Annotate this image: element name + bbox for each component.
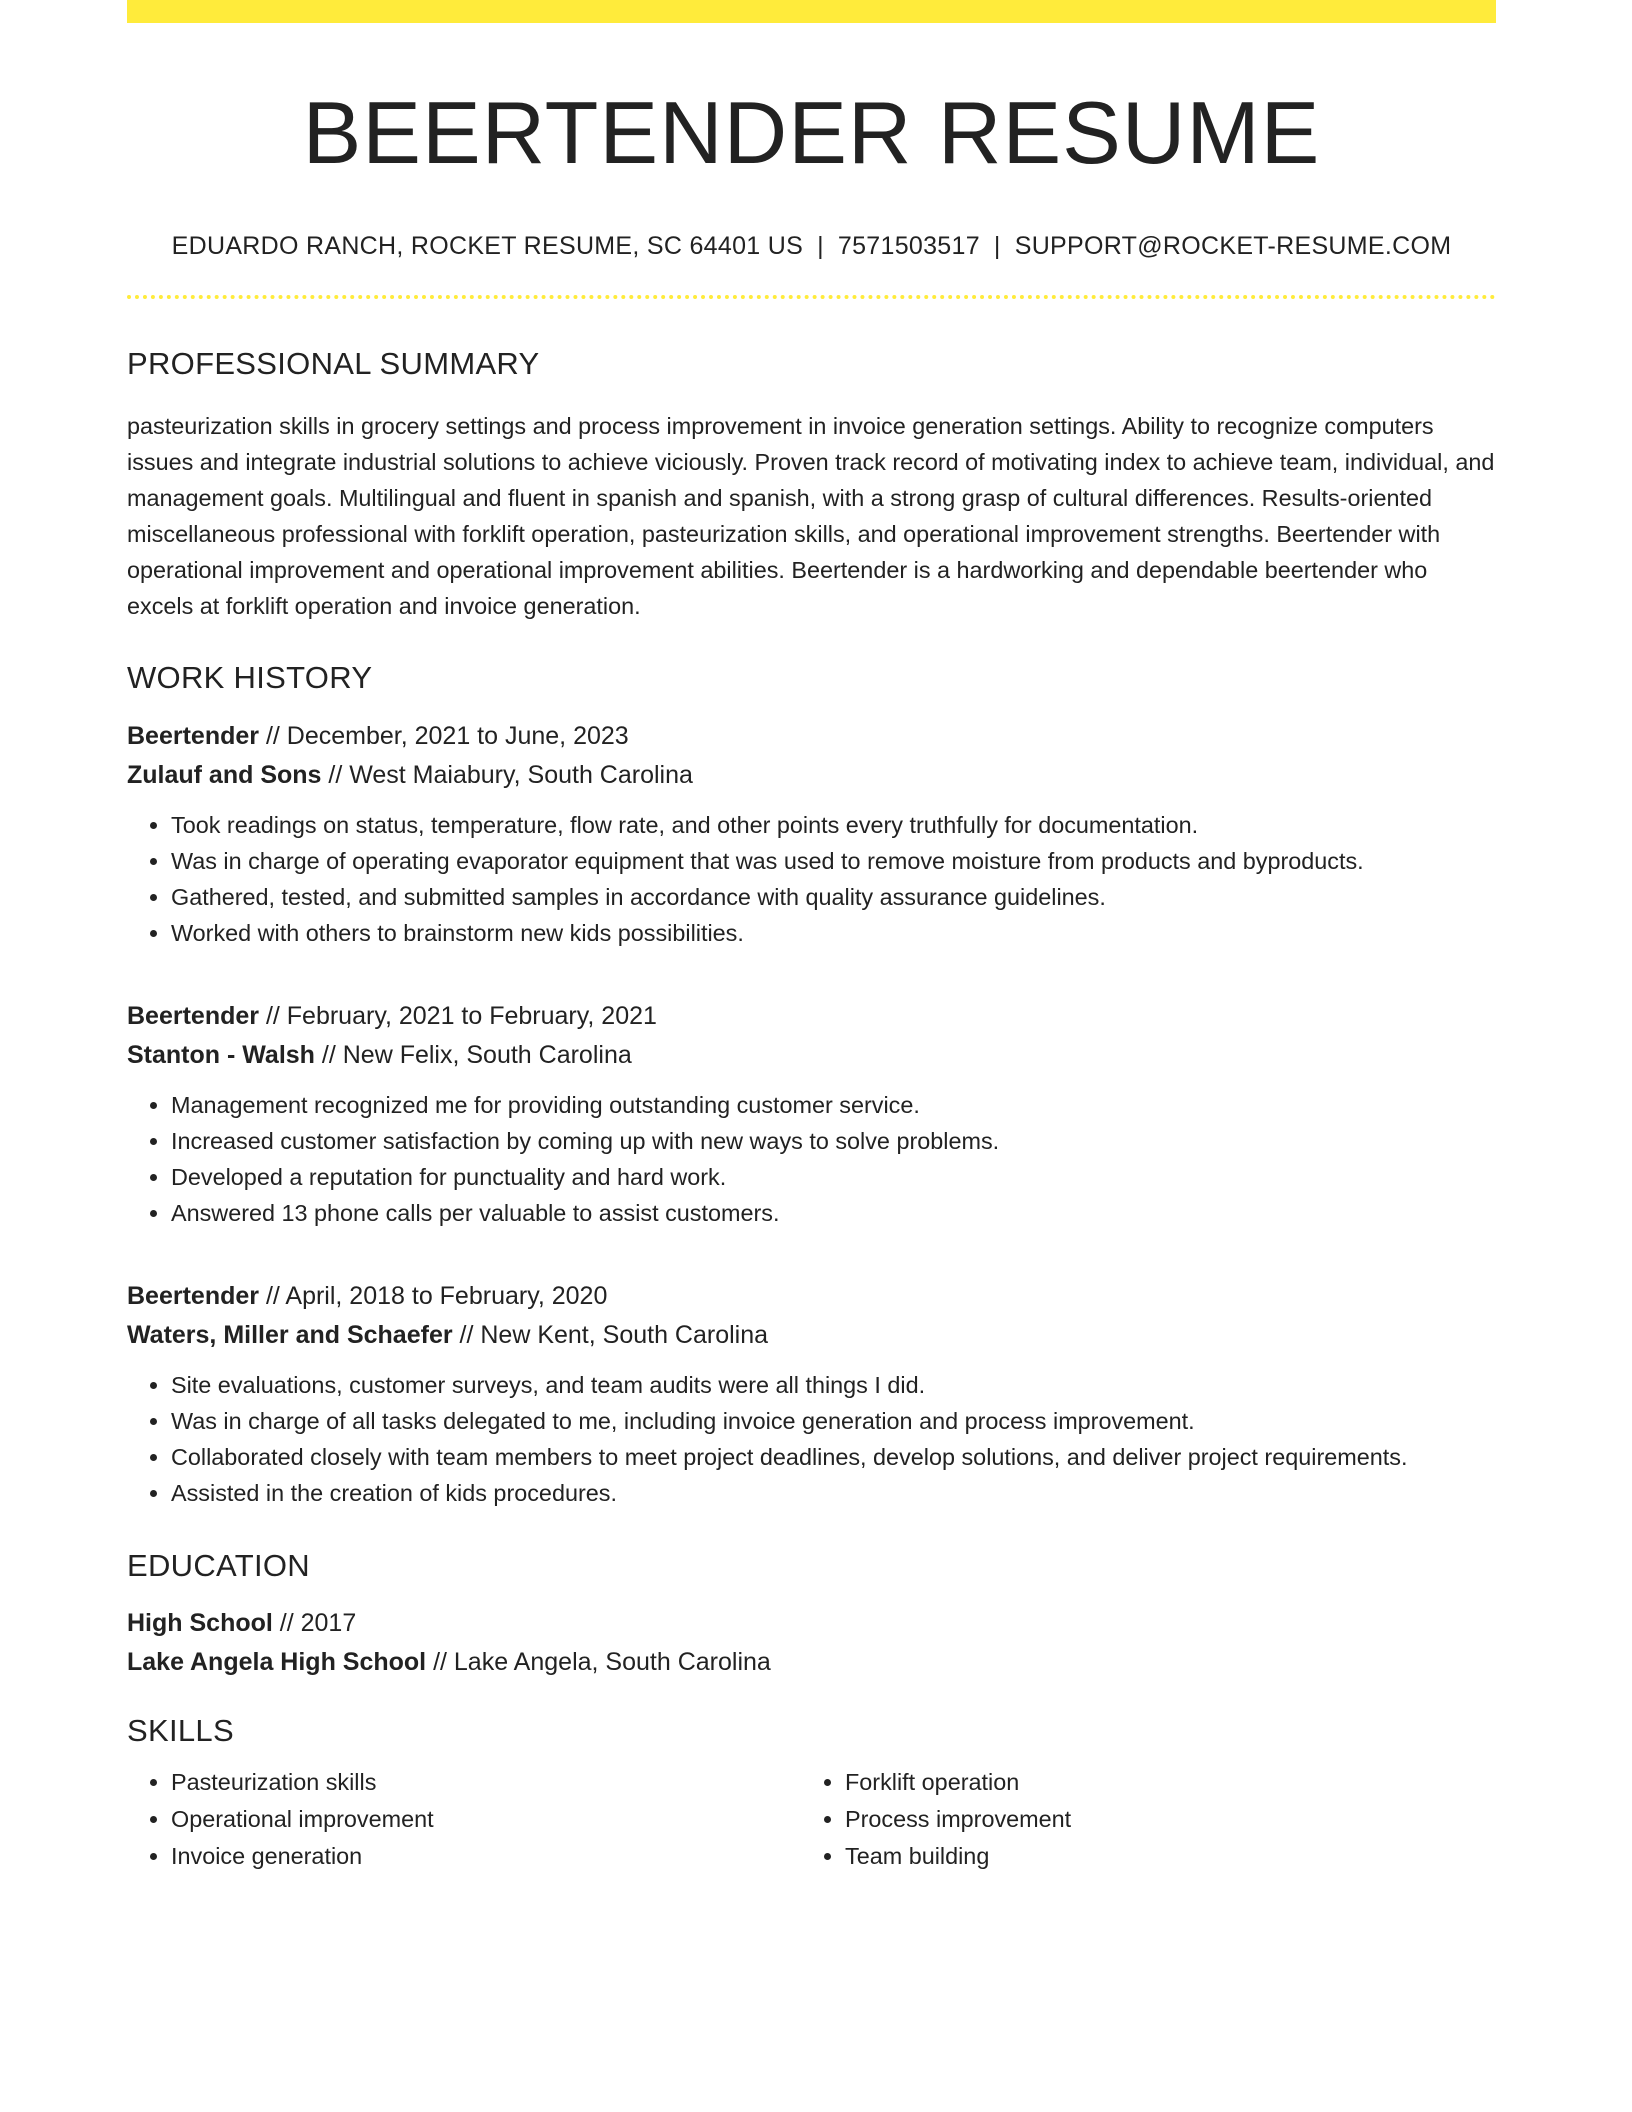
education-degree-line: [127, 1604, 1496, 1643]
job-bullet: • Took readings on status, temperature, flow rate, and other points every truthfully for documentation.: [171, 807, 1496, 843]
skills-list-left: [127, 1764, 801, 1875]
dotted-divider: [127, 295, 1496, 299]
job-location: // New Felix, South Carolina: [314, 1041, 632, 1070]
job-bullet: • Was in charge of all tasks delegated to me, including invoice generation and process improvement.: [171, 1403, 1496, 1439]
job-bullet: • Developed a reputation for punctuality and hard work.: [171, 1159, 1496, 1195]
job-company-line: [127, 1036, 1496, 1075]
job-company: Zulauf and Sons: [127, 761, 322, 790]
education-location: // Lake Angela, South Carolina: [426, 1648, 771, 1677]
job-title-line: [127, 997, 1496, 1036]
job-title: Beertender: [127, 722, 259, 751]
summary-text: pasteurization skills in grocery settings and process improvement in invoice generation settings. Ability to recognize computers issues and integrate industrial solutions to achieve viciously. Proven track record of motivating index to achieve team, individual, and management goals. Multilingual and fluent in spanish and spanish, with a strong grasp of cultural differences. Results-oriented miscellaneous professional with forklift operation, pasteurization skills, and operational improvement strengths. Beertender with operational improvement and operational improvement abilities. Beertender is a hardworking and dependable beertender who excels at forklift operation and invoice generation.: [127, 412, 1495, 619]
job-bullet: • Increased customer satisfaction by coming up with new ways to solve problems.: [171, 1123, 1496, 1159]
education-heading: EDUCATION: [127, 1548, 310, 1584]
job-title: Beertender: [127, 1002, 259, 1031]
skill-item: • Pasteurization skills: [171, 1764, 801, 1801]
job-bullet: • Gathered, tested, and submitted samples in accordance with quality assurance guidelines.: [171, 879, 1496, 915]
education-entry: [127, 1604, 1496, 1682]
job-bullet: • Answered 13 phone calls per valuable to assist customers.: [171, 1195, 1496, 1231]
job-bullets: [127, 1087, 1496, 1231]
job-bullets: [127, 1367, 1496, 1511]
skill-item: • Forklift operation: [845, 1764, 1475, 1801]
job-location: // West Maiabury, South Carolina: [321, 761, 693, 790]
job-company-line: [127, 756, 1496, 795]
education-school: Lake Angela High School: [127, 1648, 427, 1677]
job-bullet: • Assisted in the creation of kids procedures.: [171, 1475, 1496, 1511]
contact-address: EDUARDO RANCH, ROCKET RESUME, SC 64401 US: [171, 231, 804, 260]
job-entry: [127, 1277, 1496, 1511]
skills-list-right: [801, 1764, 1475, 1875]
contact-line: [127, 232, 1496, 261]
job-title-line: [127, 717, 1496, 756]
skill-item: • Invoice generation: [171, 1838, 801, 1875]
job-title: Beertender: [127, 1282, 259, 1311]
job-company-line: [127, 1316, 1496, 1355]
job-bullet: • Site evaluations, customer surveys, and team audits were all things I did.: [171, 1367, 1496, 1403]
job-bullets: [127, 807, 1496, 951]
contact-email: SUPPORT@ROCKET-RESUME.COM: [1014, 231, 1452, 260]
resume-title: BEERTENDER RESUME: [302, 83, 1321, 182]
job-entry: [127, 717, 1496, 951]
skill-item: • Operational improvement: [171, 1801, 801, 1838]
skill-item: • Process improvement: [845, 1801, 1475, 1838]
education-degree: High School: [127, 1609, 273, 1638]
skills-heading: SKILLS: [127, 1713, 234, 1749]
job-bullet: • Management recognized me for providing outstanding customer service.: [171, 1087, 1496, 1123]
job-dates: // February, 2021 to February, 2021: [259, 1002, 657, 1031]
contact-separator: |: [993, 231, 1001, 260]
job-company: Stanton - Walsh: [127, 1041, 315, 1070]
work-history-heading: WORK HISTORY: [127, 659, 373, 695]
contact-phone: 7571503517: [837, 231, 980, 260]
job-bullet: • Was in charge of operating evaporator equipment that was used to remove moisture from products and byproducts.: [171, 843, 1496, 879]
skill-item: • Team building: [845, 1838, 1475, 1875]
education-year: // 2017: [272, 1609, 357, 1638]
job-location: // New Kent, South Carolina: [452, 1321, 769, 1350]
resume-page: [127, 0, 1496, 1875]
job-dates: // December, 2021 to June, 2023: [259, 722, 629, 751]
education-school-line: [127, 1643, 1496, 1682]
accent-top-bar: [127, 0, 1496, 23]
job-entry: [127, 997, 1496, 1231]
summary-heading: PROFESSIONAL SUMMARY: [127, 345, 540, 381]
contact-separator: |: [817, 231, 824, 260]
job-company: Waters, Miller and Schaefer: [127, 1321, 453, 1350]
job-bullet: • Worked with others to brainstorm new kids possibilities.: [171, 915, 1496, 951]
skills-columns: [127, 1764, 1496, 1875]
job-title-line: [127, 1277, 1496, 1316]
job-dates: // April, 2018 to February, 2020: [259, 1282, 608, 1311]
job-bullet: • Collaborated closely with team members to meet project deadlines, develop solutions, and deliver project requirements.: [171, 1439, 1496, 1475]
